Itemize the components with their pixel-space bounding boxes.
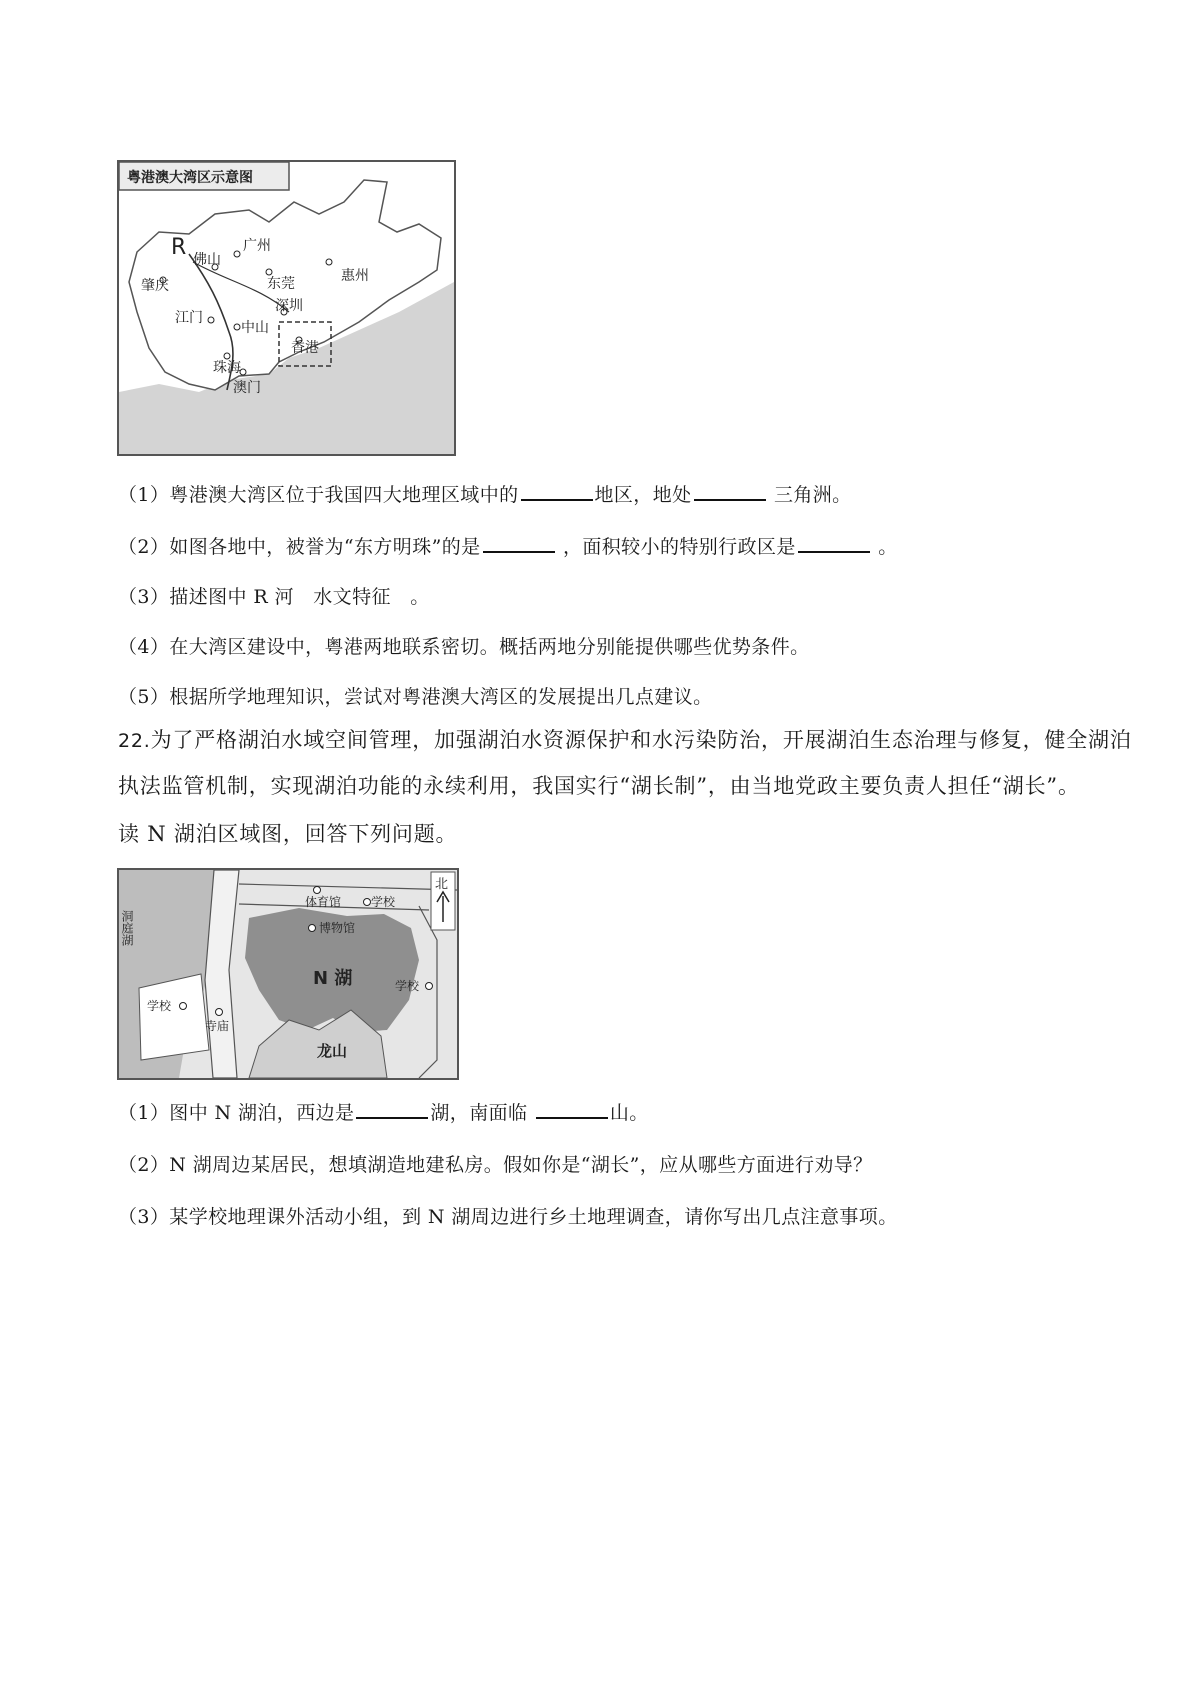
city-label-jiangmen: 江门 bbox=[175, 310, 203, 326]
city-label-dongguan: 东莞 bbox=[267, 276, 295, 292]
question-number: 22. bbox=[118, 730, 151, 752]
city-label-hongkong: 香港 bbox=[291, 340, 319, 356]
city-label-foshan: 佛山 bbox=[193, 252, 221, 268]
question-1-4: （4）在大湾区建设中，粤港两地联系密切。概括两地分别能提供哪些优势条件。 bbox=[118, 636, 810, 658]
n-lake-map bbox=[117, 868, 459, 1080]
answer-blank[interactable] bbox=[356, 1099, 428, 1119]
answer-blank[interactable] bbox=[483, 533, 555, 553]
school-left-label: 学校 bbox=[147, 999, 172, 1013]
temple-label: 寺庙 bbox=[205, 1019, 230, 1033]
question-22-line-2: 执法监管机制，实现湖泊功能的永续利用，我国实行“湖长制”，由当地党政主要负责人担任“湖长”。 bbox=[118, 774, 1080, 798]
city-label-macau: 澳门 bbox=[233, 380, 261, 396]
answer-blank[interactable] bbox=[798, 533, 870, 553]
question-2-2: （2）N 湖周边某居民，想填湖造地建私房。假如你是“湖长”，应从哪些方面进行劝导？ bbox=[118, 1154, 873, 1176]
stadium-label: 体育馆 bbox=[305, 895, 342, 909]
answer-blank[interactable] bbox=[694, 481, 766, 501]
mountain-label: 龙山 bbox=[317, 1042, 348, 1060]
lake-label: N 湖 bbox=[313, 968, 353, 989]
school-right-label: 学校 bbox=[395, 979, 420, 993]
bay-area-map bbox=[117, 160, 456, 456]
question-22-line-3: 读 N 湖泊区域图，回答下列问题。 bbox=[118, 822, 458, 846]
school-top-label: 学校 bbox=[371, 895, 396, 909]
city-label-zhaoqing: 肇庆 bbox=[141, 278, 169, 294]
question-1-2: （2）如图各地中，被誉为“东方明珠”的是 ，面积较小的特别行政区是 。 bbox=[118, 532, 898, 559]
map-title: 粤港澳大湾区示意图 bbox=[127, 170, 253, 186]
n-lake-map-drawing bbox=[119, 870, 457, 1078]
city-label-huizhou: 惠州 bbox=[341, 268, 369, 284]
school-left-block bbox=[139, 974, 209, 1060]
bay-area-map-drawing bbox=[119, 162, 454, 454]
dongting-label: 洞庭湖 bbox=[120, 910, 134, 946]
answer-blank[interactable] bbox=[521, 481, 593, 501]
question-22-line-1: 22.为了严格湖泊水域空间管理，加强湖泊水资源保护和水污染防治，开展湖泊生态治理与修复，健全湖泊 bbox=[118, 728, 1132, 752]
city-label-shenzhen: 深圳 bbox=[275, 298, 303, 314]
question-2-3: （3）某学校地理课外活动小组，到 N 湖周边进行乡土地理调查，请你写出几点注意事项。 bbox=[118, 1206, 898, 1228]
river-label: R bbox=[171, 235, 187, 260]
question-2-1: （1）图中 N 湖泊，西边是 湖，南面临 山。 bbox=[118, 1098, 649, 1125]
museum-label: 博物馆 bbox=[319, 921, 356, 935]
question-1-1: （1）粤港澳大湾区位于我国四大地理区域中的 地区，地处 三角洲。 bbox=[118, 480, 852, 507]
answer-blank[interactable] bbox=[536, 1099, 608, 1119]
city-label-guangzhou: 广州 bbox=[243, 238, 271, 254]
city-label-zhuhai: 珠海 bbox=[213, 360, 241, 376]
city-label-zhongshan: 中山 bbox=[241, 320, 269, 336]
question-1-3: （3）描述图中 R 河 水文特征 。 bbox=[118, 586, 430, 608]
north-label: 北 bbox=[435, 877, 449, 892]
question-1-5: （5）根据所学地理知识，尝试对粤港澳大湾区的发展提出几点建议。 bbox=[118, 686, 713, 708]
